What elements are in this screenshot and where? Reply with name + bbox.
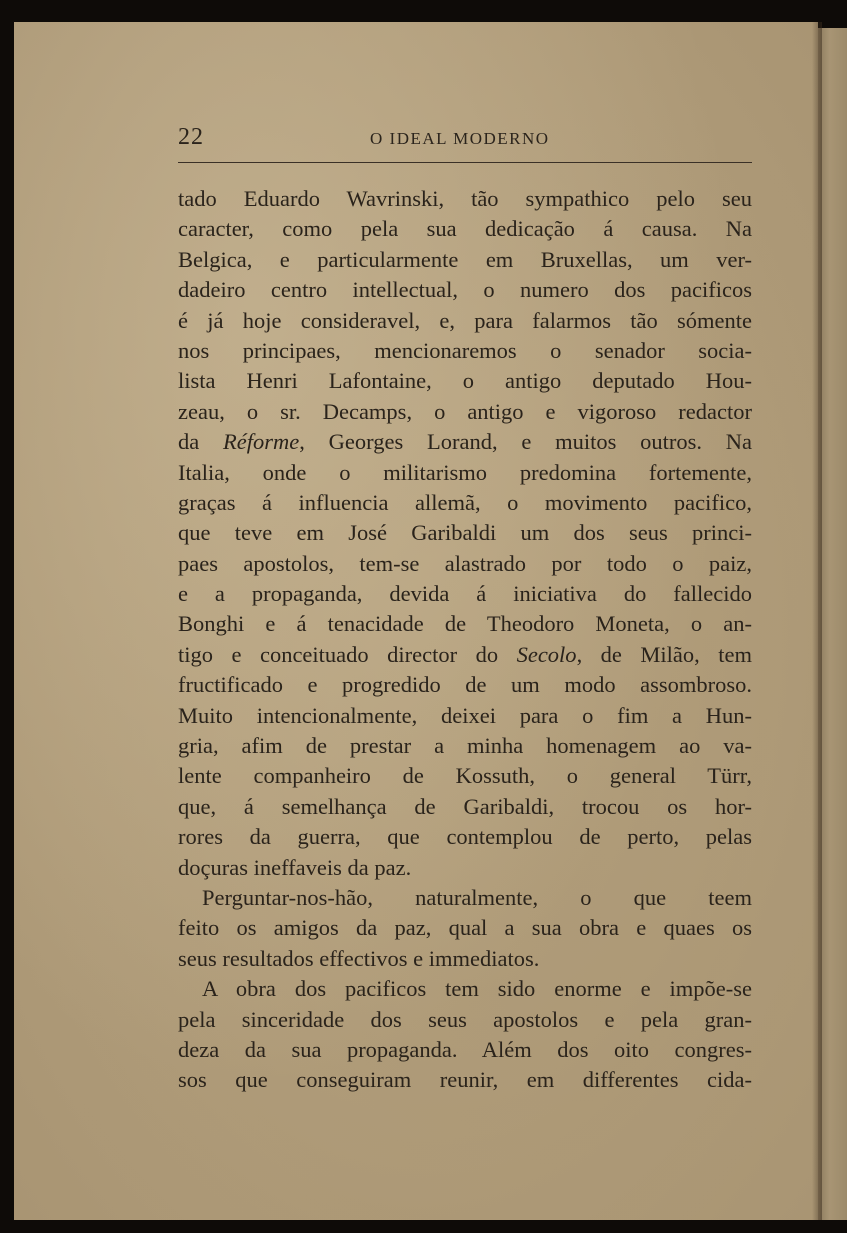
text-line: sos que conseguiram reunir, em differentes cida- <box>178 1067 752 1093</box>
italic-title-secolo: Secolo <box>516 641 577 667</box>
body-text <box>178 184 752 1096</box>
text-line: Italia, onde o militarismo predomina fortemente, <box>178 459 752 485</box>
text-line: lista Henri Lafontaine, o antigo deputado Hou- <box>178 368 752 394</box>
text-line: pela sinceridade dos seus apostolos e pela gran- <box>178 1006 752 1032</box>
text-line: Perguntar-nos-hão, naturalmente, o que teem <box>202 884 752 910</box>
text-line: graças á influencia allemã, o movimento pacifico, <box>178 489 752 515</box>
running-title: O IDEAL MODERNO <box>370 129 550 148</box>
text-line: A obra dos pacificos tem sido enorme e impõe-se <box>202 976 752 1002</box>
text-segment: da <box>178 429 224 455</box>
page-number: 22 <box>178 124 204 150</box>
text-line: que teve em José Garibaldi um dos seus princi- <box>178 520 752 546</box>
text-line: dadeiro centro intellectual, o numero dos pacificos <box>178 277 752 303</box>
facing-page-edge <box>818 28 847 1220</box>
text-line: rores da guerra, que contemplou de perto, pelas <box>178 824 752 850</box>
italic-title-reforme: Réforme <box>223 429 300 455</box>
text-line: deza da sua propaganda. Além dos oito congres- <box>178 1036 752 1062</box>
text-segment: , Georges Lorand, e muitos outros. Na <box>299 429 752 455</box>
text-segment: , de Milão, tem <box>576 641 752 667</box>
text-line <box>178 640 752 670</box>
text-line: é já hoje consideravel, e, para falarmos tão sómente <box>178 307 752 333</box>
text-line: Belgica, e particularmente em Bruxellas, um ver- <box>178 246 752 272</box>
text-line: paes apostolos, tem-se alastrado por todo o paiz, <box>178 550 752 576</box>
page-header <box>178 124 752 154</box>
text-line: seus resultados effectivos e immediatos. <box>178 945 540 971</box>
text-line: zeau, o sr. Decamps, o antigo e vigoroso redactor <box>178 398 752 424</box>
text-line: gria, afim de prestar a minha homenagem ao va- <box>178 733 752 759</box>
text-line: caracter, como pela sua dedicação á causa. Na <box>178 216 752 242</box>
text-line: tado Eduardo Wavrinski, tão sympathico pelo seu <box>178 186 752 211</box>
gutter-shadow <box>812 22 822 1220</box>
text-line: que, á semelhança de Garibaldi, trocou os hor- <box>178 793 752 819</box>
text-segment: tigo e conceituado director do <box>178 641 517 667</box>
text-line: fructificado e progredido de um modo assombroso. <box>178 672 752 698</box>
text-line: Muito intencionalmente, deixei para o fim a Hun- <box>178 702 752 728</box>
text-line: e a propaganda, devida á iniciativa do fallecido <box>178 581 752 607</box>
text-line: nos principaes, mencionaremos o senador socia- <box>178 337 752 363</box>
text-line: lente companheiro de Kossuth, o general Türr, <box>178 763 752 789</box>
text-line: feito os amigos da paz, qual a sua obra e quaes os <box>178 915 752 941</box>
text-line: Bonghi e á tenacidade de Theodoro Moneta, o an- <box>178 611 752 637</box>
text-line <box>178 427 752 457</box>
header-rule <box>178 162 752 163</box>
text-line: doçuras ineffaveis da paz. <box>178 854 412 880</box>
